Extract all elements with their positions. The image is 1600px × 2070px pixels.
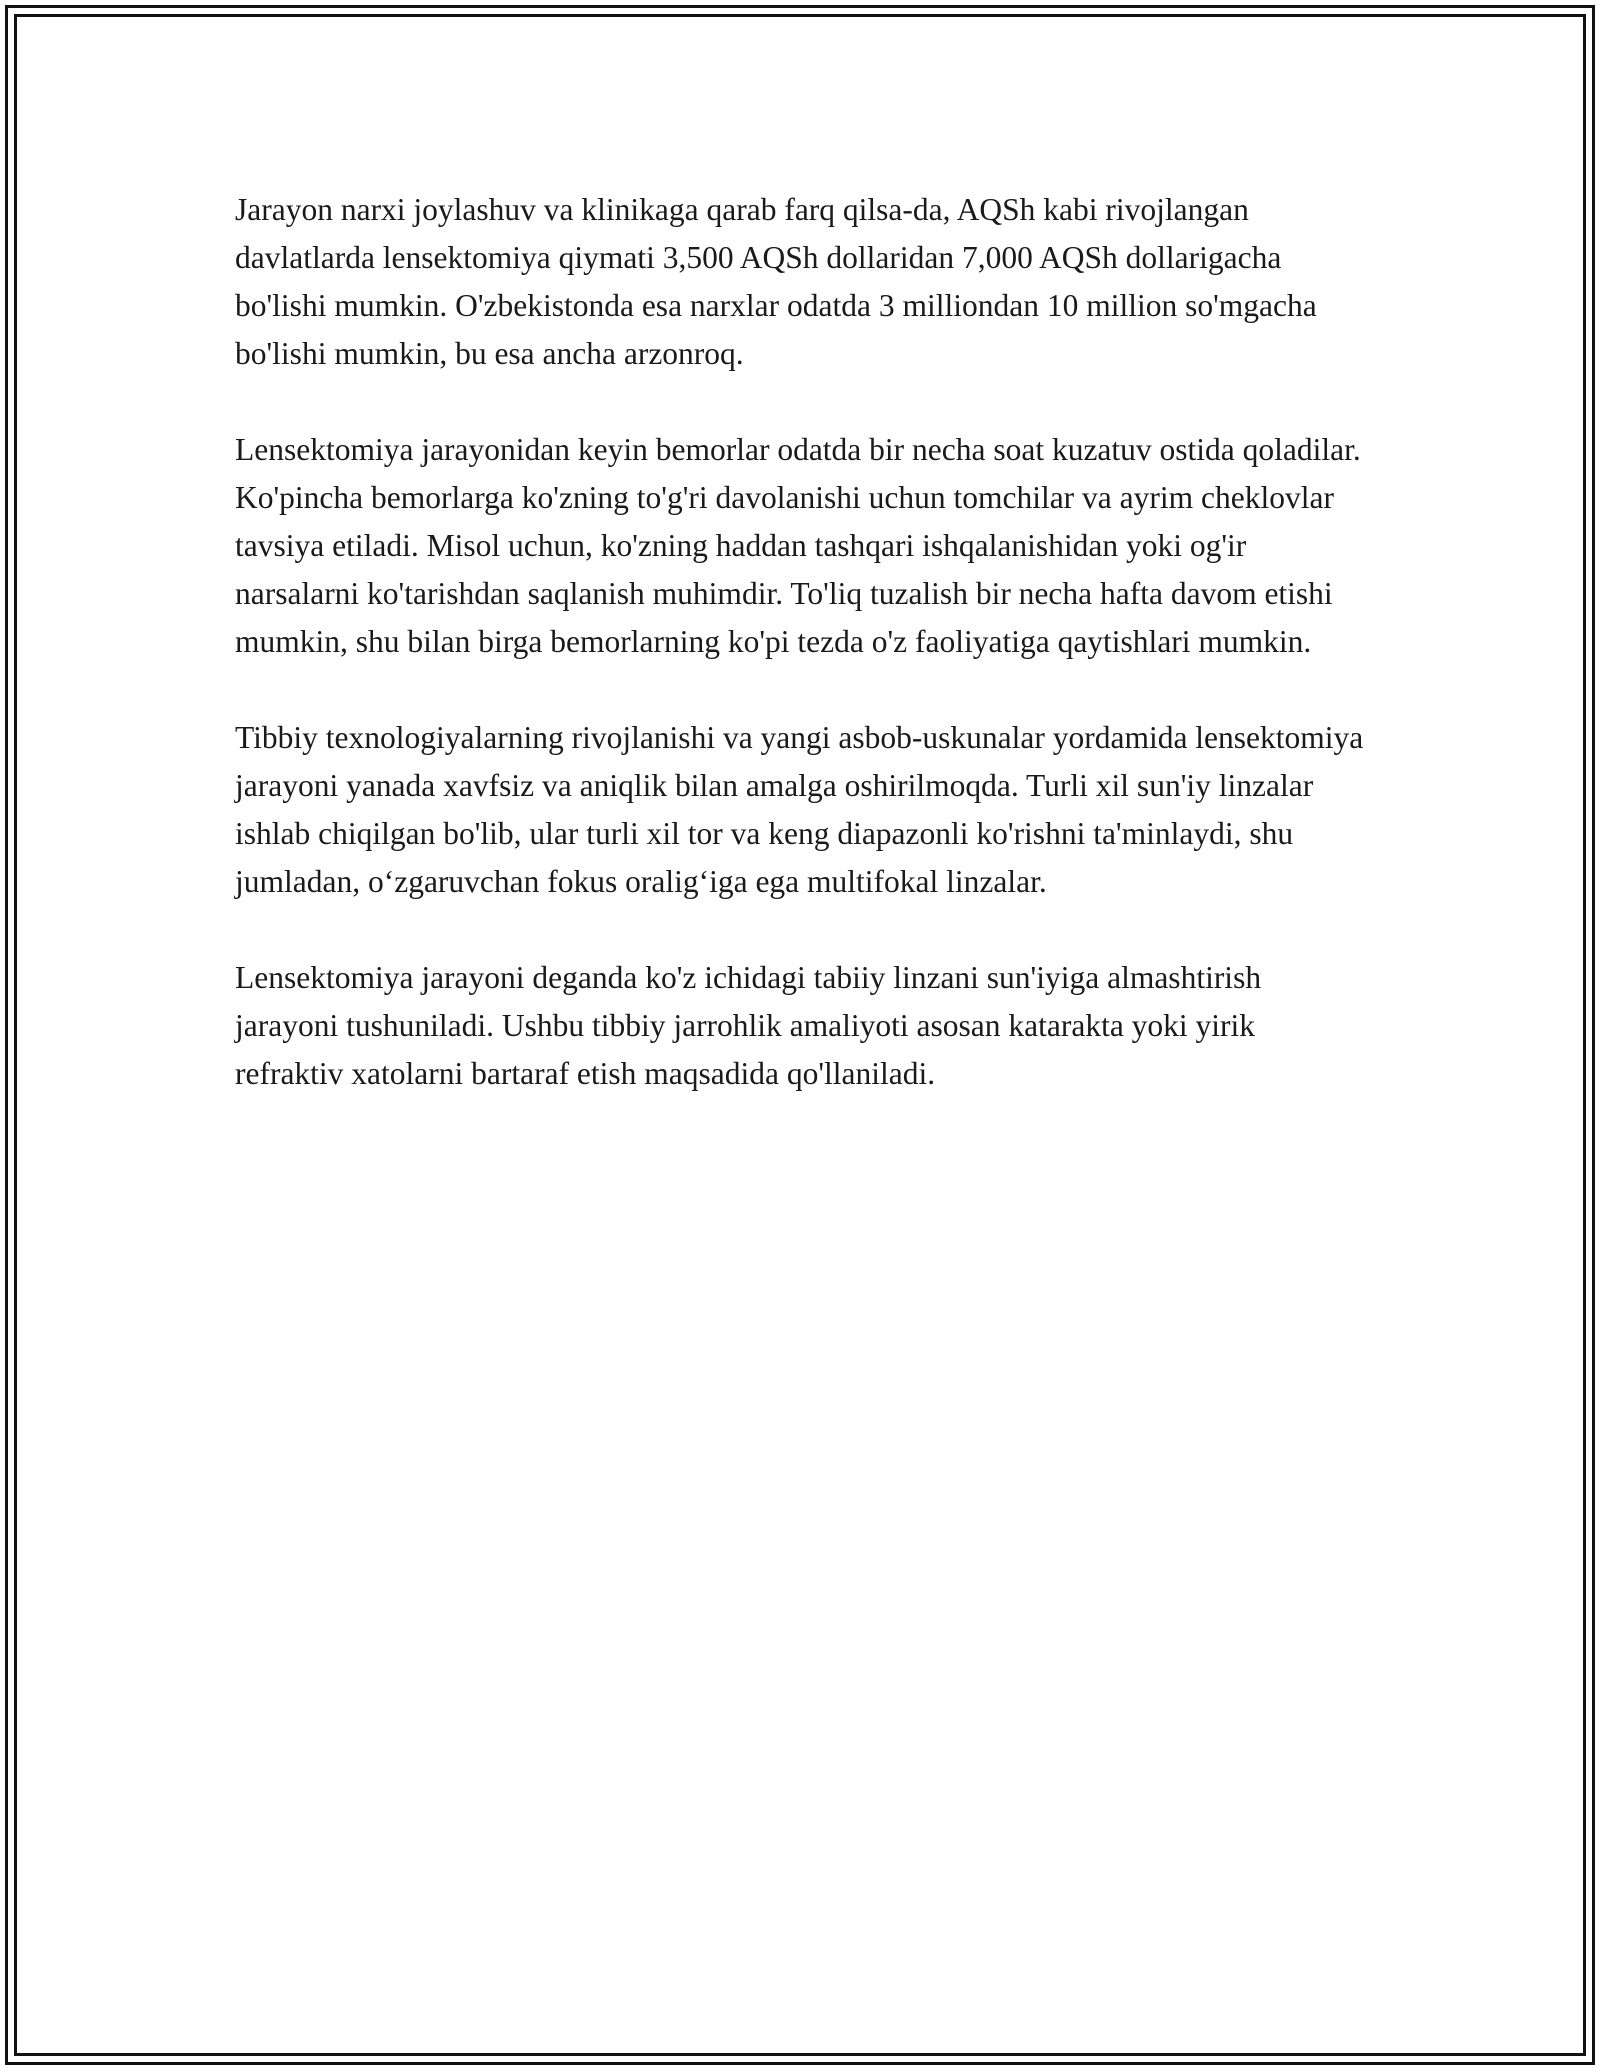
document-body bbox=[235, 186, 1365, 1146]
paragraph-technology: Tibbiy texnologiyalarning rivojlanishi va yangi asbob-uskunalar yordamida lensektomiya jarayoni yanada xavfsiz va aniqlik bilan amalga oshirilmoqda. Turli xil sun'iy linzalar ishlab chiqilgan bo'lib, ular turli xil tor va keng diapazonli ko'rishni ta'minlaydi, shu jumladan, o‘zgaruvchan fokus oralig‘iga ega multifokal linzalar. bbox=[235, 720, 1364, 899]
paragraph-cost: Jarayon narxi joylashuv va klinikaga qarab farq qilsa-da, AQSh kabi rivojlangan davlatlarda lensektomiya qiymati 3,500 AQSh dollaridan 7,000 AQSh dollarigacha bo'lishi mumkin. O'zbekistonda esa narxlar odatda 3 milliondan 10 million so'mgacha bo'lishi mumkin, bu esa ancha arzonroq. bbox=[235, 192, 1317, 371]
paragraph-definition: Lensektomiya jarayoni deganda ko'z ichidagi tabiiy linzani sun'iyiga almashtirish jarayoni tushuniladi. Ushbu tibbiy jarrohlik amaliyoti asosan katarakta yoki yirik refraktiv xatolarni bartaraf etish maqsadida qo'llaniladi. bbox=[235, 960, 1262, 1091]
paragraph-recovery: Lensektomiya jarayonidan keyin bemorlar odatda bir necha soat kuzatuv ostida qoladilar. Ko'pincha bemorlarga ko'zning to'g'ri davolanishi uchun tomchilar va ayrim cheklovlar tavsiya etiladi. Misol uchun, ko'zning haddan tashqari ishqalanishidan yoki og'ir narsalarni ko'tarishdan saqlanish muhimdir. To'liq tuzalish bir necha hafta davom etishi mumkin, shu bilan birga bemorlarning ko'pi tezda o'z faoliyatiga qaytishlari mumkin. bbox=[235, 432, 1361, 659]
